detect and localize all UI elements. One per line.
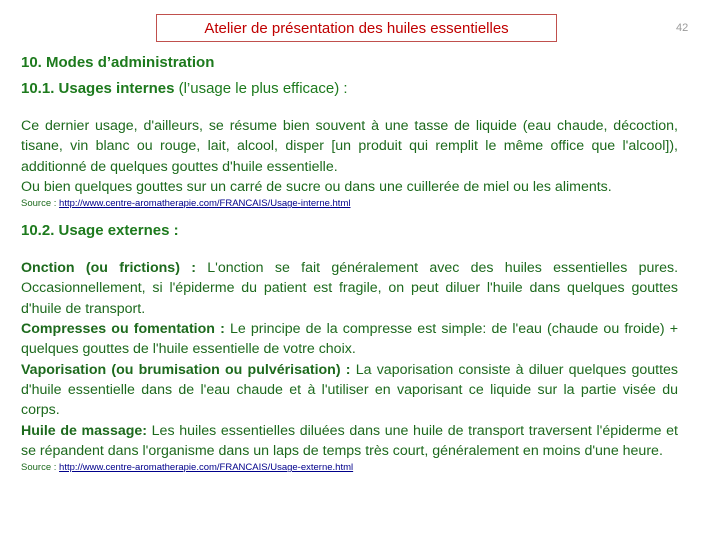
- external-item-massage: [21, 421, 678, 462]
- source-label: Source :: [21, 462, 60, 474]
- term: Onction (ou frictions) :: [21, 260, 196, 277]
- internal-source-link[interactable]: http://www.centre-aromatherapie.com/FRANCAIS/Usage-interne.html: [59, 198, 351, 210]
- description: Les huiles essentielles diluées dans une huile de transport traversent l'épiderme et se répandent dans l'organisme dans un laps de temps très court, généralement en moins d'une heure.: [21, 422, 678, 459]
- internal-usage-heading: [21, 80, 678, 97]
- slide-title-box: [156, 14, 557, 42]
- internal-heading-bold: 10.1. Usages internes: [21, 80, 175, 97]
- description: L'onction se fait généralement avec des huiles essentielles pures. Occasionnellement, si l'épiderme du patient est fragile, on peut diluer l'huile dans quelques gouttes d'huile de transport.: [21, 260, 679, 317]
- internal-source: [21, 197, 678, 210]
- slide-title: Atelier de présentation des huiles essentielles: [204, 19, 509, 37]
- page-number: 42: [676, 22, 689, 34]
- description: La vaporisation consiste à diluer quelques gouttes d'huile essentielle dans de l'eau chaude et à l'utiliser en vaporisant ce liquide sur la partie visée du corps.: [21, 361, 679, 419]
- external-item-compresses: [21, 319, 678, 360]
- document-body: [21, 54, 678, 486]
- internal-heading-note: (l’usage le plus efficace) :: [174, 80, 348, 97]
- external-item-onction: [21, 258, 678, 319]
- external-source: [21, 461, 678, 474]
- external-usage-heading: 10.2. Usage externes :: [21, 222, 179, 240]
- description: Le principe de la compresse est simple: de l'eau (chaude ou froide) + quelques gouttes de l'huile essentielle de votre choix.: [21, 321, 678, 358]
- term: Vaporisation (ou brumisation ou pulvérisation) :: [21, 361, 351, 378]
- internal-paragraph: Ce dernier usage, d'ailleurs, se résume bien souvent à une tasse de liquide (eau chaude, décoction, tisane, vin blanc ou rouge, lait, alcool, disper [un produit qui remplit le même office que l'alcool]), additionné de quelques gouttes d'huile essentielle.: [21, 118, 678, 175]
- section-title: 10. Modes d’administration: [21, 54, 215, 71]
- term: Compresses ou fomentation :: [21, 321, 225, 338]
- external-source-link[interactable]: http://www.centre-aromatherapie.com/FRANCAIS/Usage-externe.html: [59, 462, 354, 474]
- term: Huile de massage:: [21, 422, 148, 439]
- external-item-vaporisation: [21, 360, 678, 421]
- internal-paragraph-2: Ou bien quelques gouttes sur un carré de sucre ou dans une cuillerée de miel ou les aliments.: [21, 178, 612, 195]
- source-label: Source :: [21, 198, 60, 210]
